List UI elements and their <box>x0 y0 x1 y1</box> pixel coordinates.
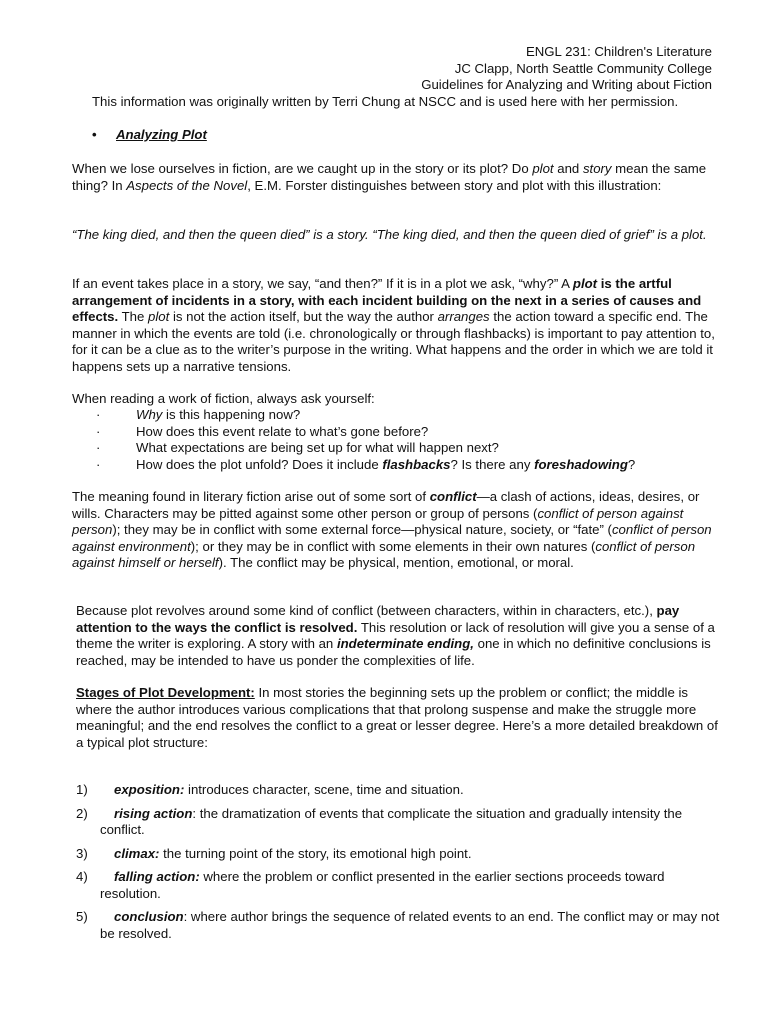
forster-quote: “The king died, and then the queen died” is a story. “The king died, and then the queen died of grief” is a plot. <box>72 227 707 242</box>
foreshadowing-term: foreshadowing <box>534 456 628 472</box>
stage-description: where the problem or conflict presented in the earlier sections proceeds toward resolution. <box>100 869 665 901</box>
plot-def-text: If an event takes place in a story, we say, “and then?” If it is in a plot we ask, “why?” A <box>72 276 573 291</box>
bullet-icon: · <box>96 440 101 455</box>
intro-text: When we lose ourselves in fiction, are we caught up in the story or its plot? Do <box>72 161 533 176</box>
question-text: What expectations are being set up for what will happen next? <box>136 440 499 455</box>
list-number: 2) <box>76 805 88 821</box>
arranges-term: arranges <box>437 309 490 324</box>
question-text: How does this event relate to what’s gone before? <box>136 423 429 439</box>
plot-definition-paragraph <box>72 276 720 375</box>
stage-term: conclusion <box>114 909 184 924</box>
list-number: 3) <box>76 845 88 861</box>
plot-def-text: is not the action itself, but the way the author <box>169 309 438 324</box>
resolution-emphasis: pay attention to the ways the conflict is resolved. <box>76 603 680 635</box>
list-item <box>76 806 720 839</box>
stage-description: introduces character, scene, time and situation. <box>184 782 464 797</box>
conflict-paragraph <box>72 489 720 572</box>
question-text: How does the plot unfold? Does it include <box>136 456 383 472</box>
questions-lead: When reading a work of fiction, always ask yourself: <box>72 391 375 406</box>
plot-term: plot <box>532 161 554 176</box>
section-title: Analyzing Plot <box>116 127 207 142</box>
stages-heading: Stages of Plot Development: <box>76 685 255 700</box>
list-number: 1) <box>76 782 88 797</box>
list-number: 5) <box>76 909 88 924</box>
flashbacks-term: flashbacks <box>382 456 451 472</box>
stage-term: falling action: <box>114 869 200 884</box>
list-item <box>72 440 635 457</box>
attribution-line: This information was originally written by Terri Chung at NSCC and is used here with her permission. <box>92 94 679 109</box>
resolution-paragraph <box>76 603 720 669</box>
book-title: Aspects of the Novel <box>126 177 248 193</box>
list-number: 4) <box>76 869 88 884</box>
list-item <box>76 846 720 863</box>
plot-def-text: The <box>118 309 149 324</box>
question-text: ? <box>627 456 636 472</box>
stage-description: : where author brings the sequence of related events to an end. The conflict may or may not be resolved. <box>100 909 720 941</box>
resolution-text: This resolution or lack of resolution will give you a sense of a theme the writer is exploring. A story with an <box>76 619 715 651</box>
conflict-text: ); they may be in conflict with some external force—physical nature, society, or “fate” ( <box>112 522 612 537</box>
stage-description: : the dramatization of events that complicate the situation and gradually intensity the conflict. <box>100 805 683 837</box>
conflict-text: —a clash of actions, ideas, desires, or wills. Characters may be pitted against some other person or group of persons ( <box>72 489 700 521</box>
stage-description: the turning point of the story, its emotional high point. <box>159 845 472 861</box>
stage-term: climax: <box>114 845 160 861</box>
question-list <box>72 407 635 473</box>
list-item <box>72 424 635 441</box>
bullet-icon: · <box>96 407 101 422</box>
bullet-icon: · <box>96 423 101 439</box>
document-title: Guidelines for Analyzing and Writing about Fiction <box>421 77 712 92</box>
intro-text: and <box>553 161 583 176</box>
intro-paragraph <box>72 161 720 194</box>
course-line: ENGL 231: Children's Literature <box>525 44 712 59</box>
conflict-text: ); or they may be in conflict with some elements in their own natures ( <box>190 538 596 554</box>
conflict-text: ). The conflict may be physical, mention, emotional, or moral. <box>218 555 574 570</box>
bullet-icon: · <box>96 456 101 472</box>
conflict-term: conflict <box>429 489 477 504</box>
resolution-text: one in which no definitive conclusions is reached, may be intended to have us ponder the complexities of life. <box>76 636 711 668</box>
plot-def-text: the action toward a specific end. The manner in which the events are told (i.e. chronologically or through flashbacks) is important to pay attention to, for it can be a clue as to the writer’s purpose in the writing. What happens and the order in which we are told it happens sets up a narrative tensions. <box>72 309 715 374</box>
conflict-type: conflict of person against person <box>72 505 684 537</box>
plot-term: plot <box>148 309 170 324</box>
intro-text: , E.M. Forster distinguishes between story and plot with this illustration: <box>247 177 662 193</box>
plot-term: plot <box>572 276 598 291</box>
conflict-type: conflict of person against himself or herself <box>72 538 696 570</box>
conflict-text: The meaning found in literary fiction arise out of some sort of <box>72 489 430 504</box>
intro-text: mean the same thing? In <box>72 161 707 193</box>
section-heading <box>92 127 207 144</box>
list-item <box>76 782 720 799</box>
question-text: is this happening now? <box>162 407 301 422</box>
question-text: ? Is there any <box>450 456 535 472</box>
list-item <box>76 869 720 902</box>
stages-intro-text: In most stories the beginning sets up the problem or conflict; the middle is where the author introduces various complications that that prolong suspense and make the struggle more meaningful; and the end resolves the conflict to a great or lesser degree. Here’s a more detailed breakdown of a typical plot structure: <box>76 685 718 750</box>
document-header <box>421 44 712 94</box>
plot-definition: is the artful arrangement of incidents in a story, with each incident building on the next in a series of causes and effects. <box>72 276 702 324</box>
stages-intro-paragraph <box>76 685 720 751</box>
list-item <box>72 457 635 474</box>
resolution-text: Because plot revolves around some kind of conflict (between characters, within in characters, etc.), <box>76 603 657 618</box>
list-item <box>76 909 720 942</box>
instructor-line: JC Clapp, North Seattle Community College <box>454 60 712 76</box>
story-term: story <box>582 161 612 176</box>
bullet-icon: • <box>92 127 97 142</box>
stage-term: exposition: <box>114 782 185 797</box>
stages-list <box>76 782 720 949</box>
list-item <box>72 407 635 424</box>
why-term: Why <box>136 407 163 422</box>
stage-term: rising action <box>114 805 193 821</box>
conflict-type: conflict of person against environment <box>72 522 712 554</box>
indeterminate-term: indeterminate ending, <box>336 636 474 651</box>
